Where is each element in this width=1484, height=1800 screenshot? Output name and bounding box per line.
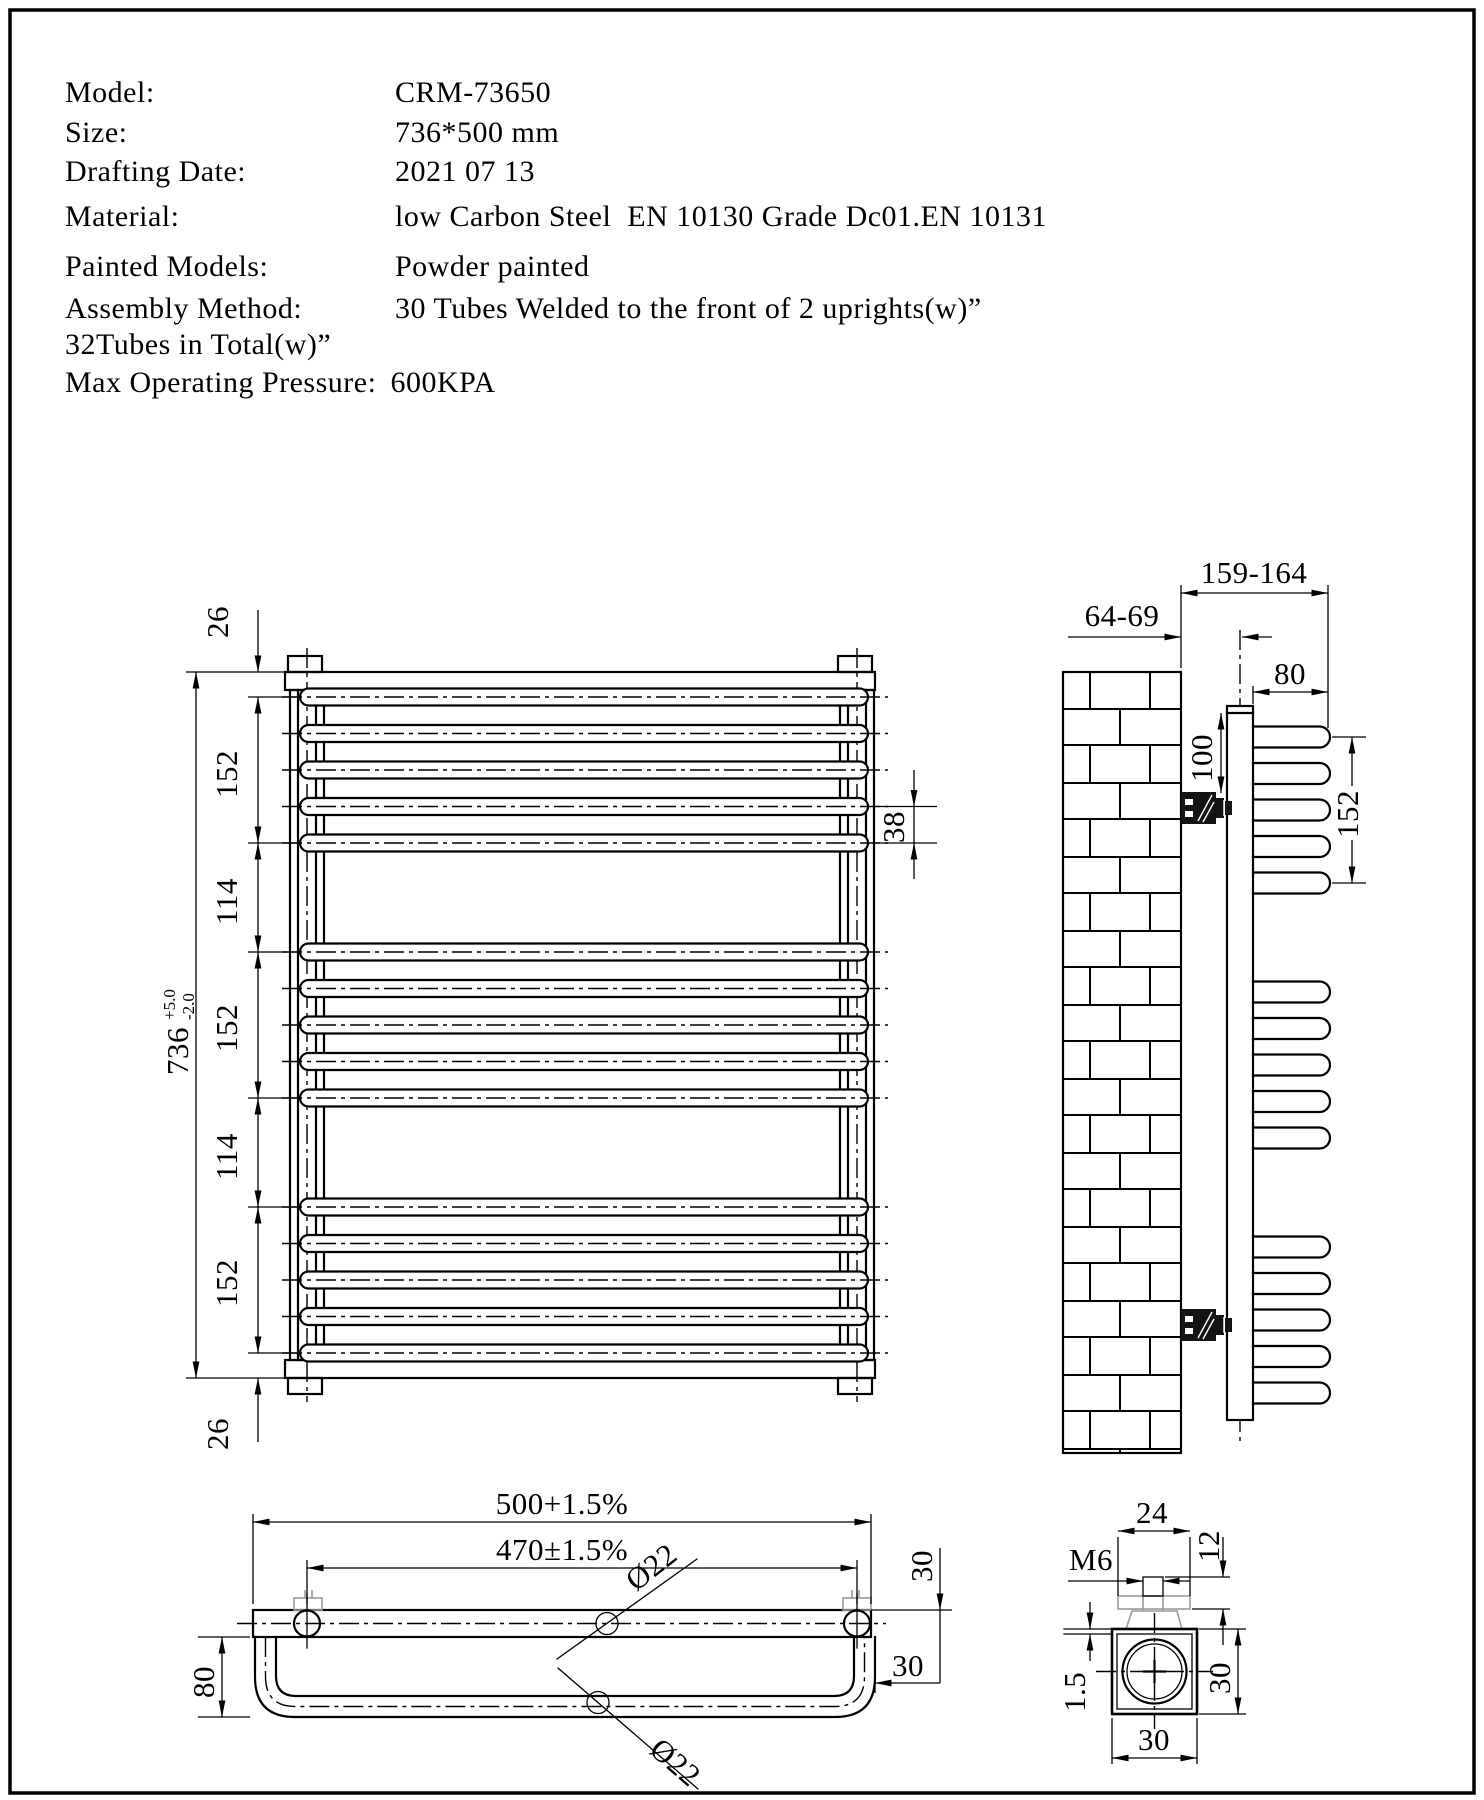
- dim-top-to-bracket: 100: [1184, 734, 1219, 782]
- wall-bracket-bottom: [1181, 1309, 1232, 1341]
- dim-end-offset-h: 30: [892, 1648, 924, 1683]
- dim-wall-to-tube-end: 159-164: [1200, 555, 1308, 590]
- spec-row-date: [65, 155, 535, 189]
- wall: [1063, 672, 1181, 1453]
- dim-overall-width: 500+1.5%: [495, 1486, 629, 1521]
- spec-row-size: [65, 116, 559, 150]
- dim-tube-diameter-2: Ø22: [643, 1730, 708, 1794]
- dim-tube-pitch: 38: [876, 811, 911, 843]
- dim-end-offset-v: 30: [904, 1550, 939, 1582]
- top-view-body: [237, 1590, 886, 1717]
- spec-value: Powder painted: [395, 250, 590, 283]
- dim-thread: M6: [1068, 1542, 1114, 1577]
- m6-stud: [1143, 1577, 1163, 1596]
- dim-group-1: 152: [209, 750, 244, 798]
- dim-tube-diameter-1: Ø22: [618, 1536, 684, 1598]
- spec-row-tubes-total: [65, 328, 331, 362]
- dim-tube-width: 30: [1138, 1722, 1170, 1757]
- spec-row-pressure: [65, 366, 496, 400]
- spec-value: 600KPA: [390, 366, 496, 399]
- tube-loop-outer: [255, 1637, 875, 1717]
- dim-bottom-offset: 26: [200, 1418, 235, 1450]
- spec-label: Painted Models:: [65, 250, 269, 283]
- dim-overall-value: 736: [160, 1027, 195, 1075]
- spec-value: 30 Tubes Welded to the front of 2 uprights(w)”: [395, 292, 982, 325]
- detail-view: [1057, 1495, 1246, 1764]
- spec-row-assembly: [65, 292, 982, 326]
- spec-label: Max Operating Pressure:: [65, 366, 377, 399]
- dim-overall-height: [160, 989, 198, 1075]
- front-view: [160, 606, 937, 1450]
- dim-gap-2: 114: [209, 1133, 244, 1180]
- spec-block: [0, 0, 1484, 420]
- dim-tube-depth: 80: [1274, 656, 1306, 691]
- front-view-body: [282, 648, 888, 1402]
- dim-bracket-height: 12: [1191, 1530, 1226, 1562]
- spec-value: 736*500 mm: [395, 116, 560, 149]
- bracket-plate: [1118, 1596, 1190, 1609]
- dim-group-3: 152: [209, 1259, 244, 1307]
- dim-overall-tol-minus: -2.0: [179, 993, 198, 1020]
- spec-label: Model:: [65, 76, 155, 109]
- top-view: [186, 1486, 952, 1793]
- side-view: [1063, 555, 1366, 1453]
- dim-group-height: 152: [1330, 790, 1365, 838]
- spec-label: Assembly Method:: [65, 292, 303, 325]
- dim-tube-height: 30: [1202, 1662, 1237, 1694]
- spec-row-material: [65, 200, 1047, 234]
- top-view-dimensions: [186, 1486, 952, 1793]
- spec-label: Drafting Date:: [65, 155, 247, 188]
- dim-bracket-width: 24: [1136, 1495, 1168, 1530]
- spec-value: low Carbon Steel EN 10130 Grade Dc01.EN 10131: [395, 200, 1048, 233]
- dim-overall-tol-plus: +5.0: [160, 989, 179, 1020]
- spec-row-paint: [65, 250, 589, 284]
- dim-centre-distance: 470±1.5%: [495, 1532, 629, 1567]
- spec-value: 2021 07 13: [395, 155, 535, 188]
- dim-group-2: 152: [209, 1004, 244, 1052]
- spec-row-model: [65, 76, 551, 110]
- spec-label: Size:: [65, 116, 128, 149]
- dim-gap-1: 114: [209, 878, 244, 925]
- tube-loop-inner: [276, 1637, 854, 1696]
- dim-loop-depth: 80: [186, 1666, 221, 1698]
- spec-label: Material:: [65, 200, 180, 233]
- dim-top-offset: 26: [200, 606, 235, 638]
- spec-label: 32Tubes in Total(w)”: [65, 328, 332, 361]
- dim-wall-thickness: 1.5: [1057, 1671, 1092, 1712]
- spec-value: CRM-73650: [395, 76, 552, 109]
- dim-wall-to-upright: 64-69: [1084, 598, 1160, 633]
- wall-bracket-top: [1181, 792, 1232, 824]
